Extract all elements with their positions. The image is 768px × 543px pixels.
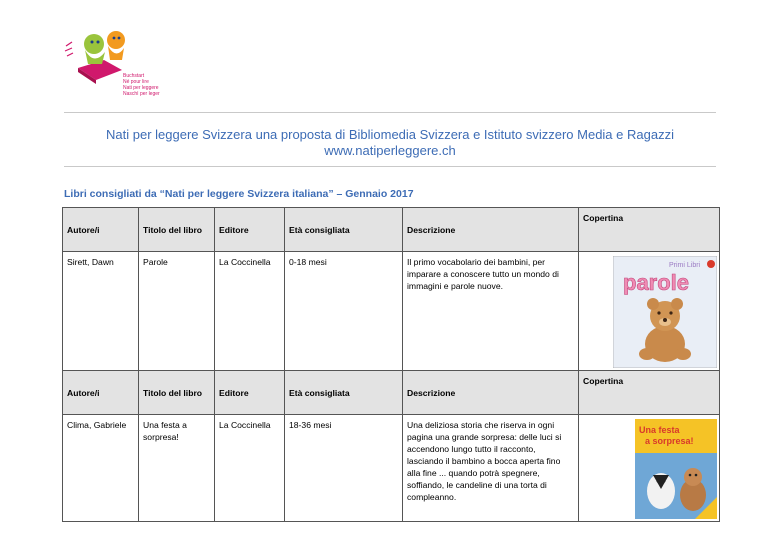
ladybird-icon — [707, 260, 715, 268]
header-website-link[interactable]: www.natiperleggere.ch — [324, 143, 456, 158]
cover-header-label: Copertina — [583, 213, 624, 223]
book-cover-parole — [613, 256, 717, 368]
header-line-1: Nati per leggere Svizzera una proposta di Bibliomedia Svizzera e Istituto svizzero Media e Ragazzi — [106, 127, 674, 142]
book-description: Una deliziosa storia che riserva in ogni pagina una grande sorpresa: delle luci si accendono lungo tutto il racconto, lasciando il bambino a bocca aperta fino alla fine ... quando potrà spegnere, soffiando, le candeline di una torta di compleanno. — [403, 415, 579, 522]
table-row — [63, 252, 720, 371]
book-table — [62, 207, 720, 522]
book-cover-cell — [579, 252, 720, 371]
table-header-row — [63, 208, 720, 252]
logo-line: Nati per leggere — [123, 85, 159, 91]
header-rule-top — [64, 112, 716, 113]
header-rule-bottom — [64, 166, 716, 167]
column-header-title: Titolo del libro — [139, 371, 215, 415]
column-header-description: Descrizione — [403, 371, 579, 415]
book-age: 0-18 mesi — [285, 252, 403, 371]
cover-series-label: Primi Libri — [669, 262, 701, 269]
column-header-author: Autore/i — [63, 208, 139, 252]
column-header-age: Età consigliata — [285, 208, 403, 252]
logo-green-child-icon — [84, 34, 104, 54]
column-header-cover — [579, 371, 720, 415]
book-cover-una-festa — [635, 419, 717, 519]
column-header-title: Titolo del libro — [139, 208, 215, 252]
book-author: Sirett, Dawn — [63, 252, 139, 371]
table-header-row — [63, 371, 720, 415]
book-cover-cell — [579, 415, 720, 522]
cover-title: parole — [623, 270, 690, 295]
cover-header-label: Copertina — [583, 376, 624, 386]
book-description: Il primo vocabolario dei bambini, per imparare a conoscere tutto un mondo di immagini e parole nuove. — [403, 252, 579, 371]
book-author: Clima, Gabriele — [63, 415, 139, 522]
cover-title-line-1: Una festa — [639, 425, 680, 435]
logo-text — [123, 73, 160, 97]
book-title: Una festa a sorpresa! — [139, 415, 215, 522]
book-age: 18-36 mesi — [285, 415, 403, 522]
logo-line: Né pour lire — [123, 79, 149, 85]
book-title: Parole — [139, 252, 215, 371]
book-publisher: La Coccinella — [215, 252, 285, 371]
column-header-publisher: Editore — [215, 208, 285, 252]
book-publisher: La Coccinella — [215, 415, 285, 522]
column-header-cover — [579, 208, 720, 252]
logo-orange-child-icon — [107, 31, 125, 49]
logo-line: Buchstart — [123, 73, 145, 79]
logo-sun-icon — [65, 42, 73, 56]
cover-title-line-2: a sorpresa! — [645, 436, 694, 446]
logo-line: Naschì per leger — [123, 91, 160, 97]
badger-icon — [647, 473, 675, 509]
column-header-age: Età consigliata — [285, 371, 403, 415]
column-header-description: Descrizione — [403, 208, 579, 252]
column-header-author: Autore/i — [63, 371, 139, 415]
column-header-publisher: Editore — [215, 371, 285, 415]
table-row — [63, 415, 720, 522]
list-subtitle: Libri consigliati da “Nati per leggere Svizzera italiana” – Gennaio 2017 — [64, 188, 414, 200]
